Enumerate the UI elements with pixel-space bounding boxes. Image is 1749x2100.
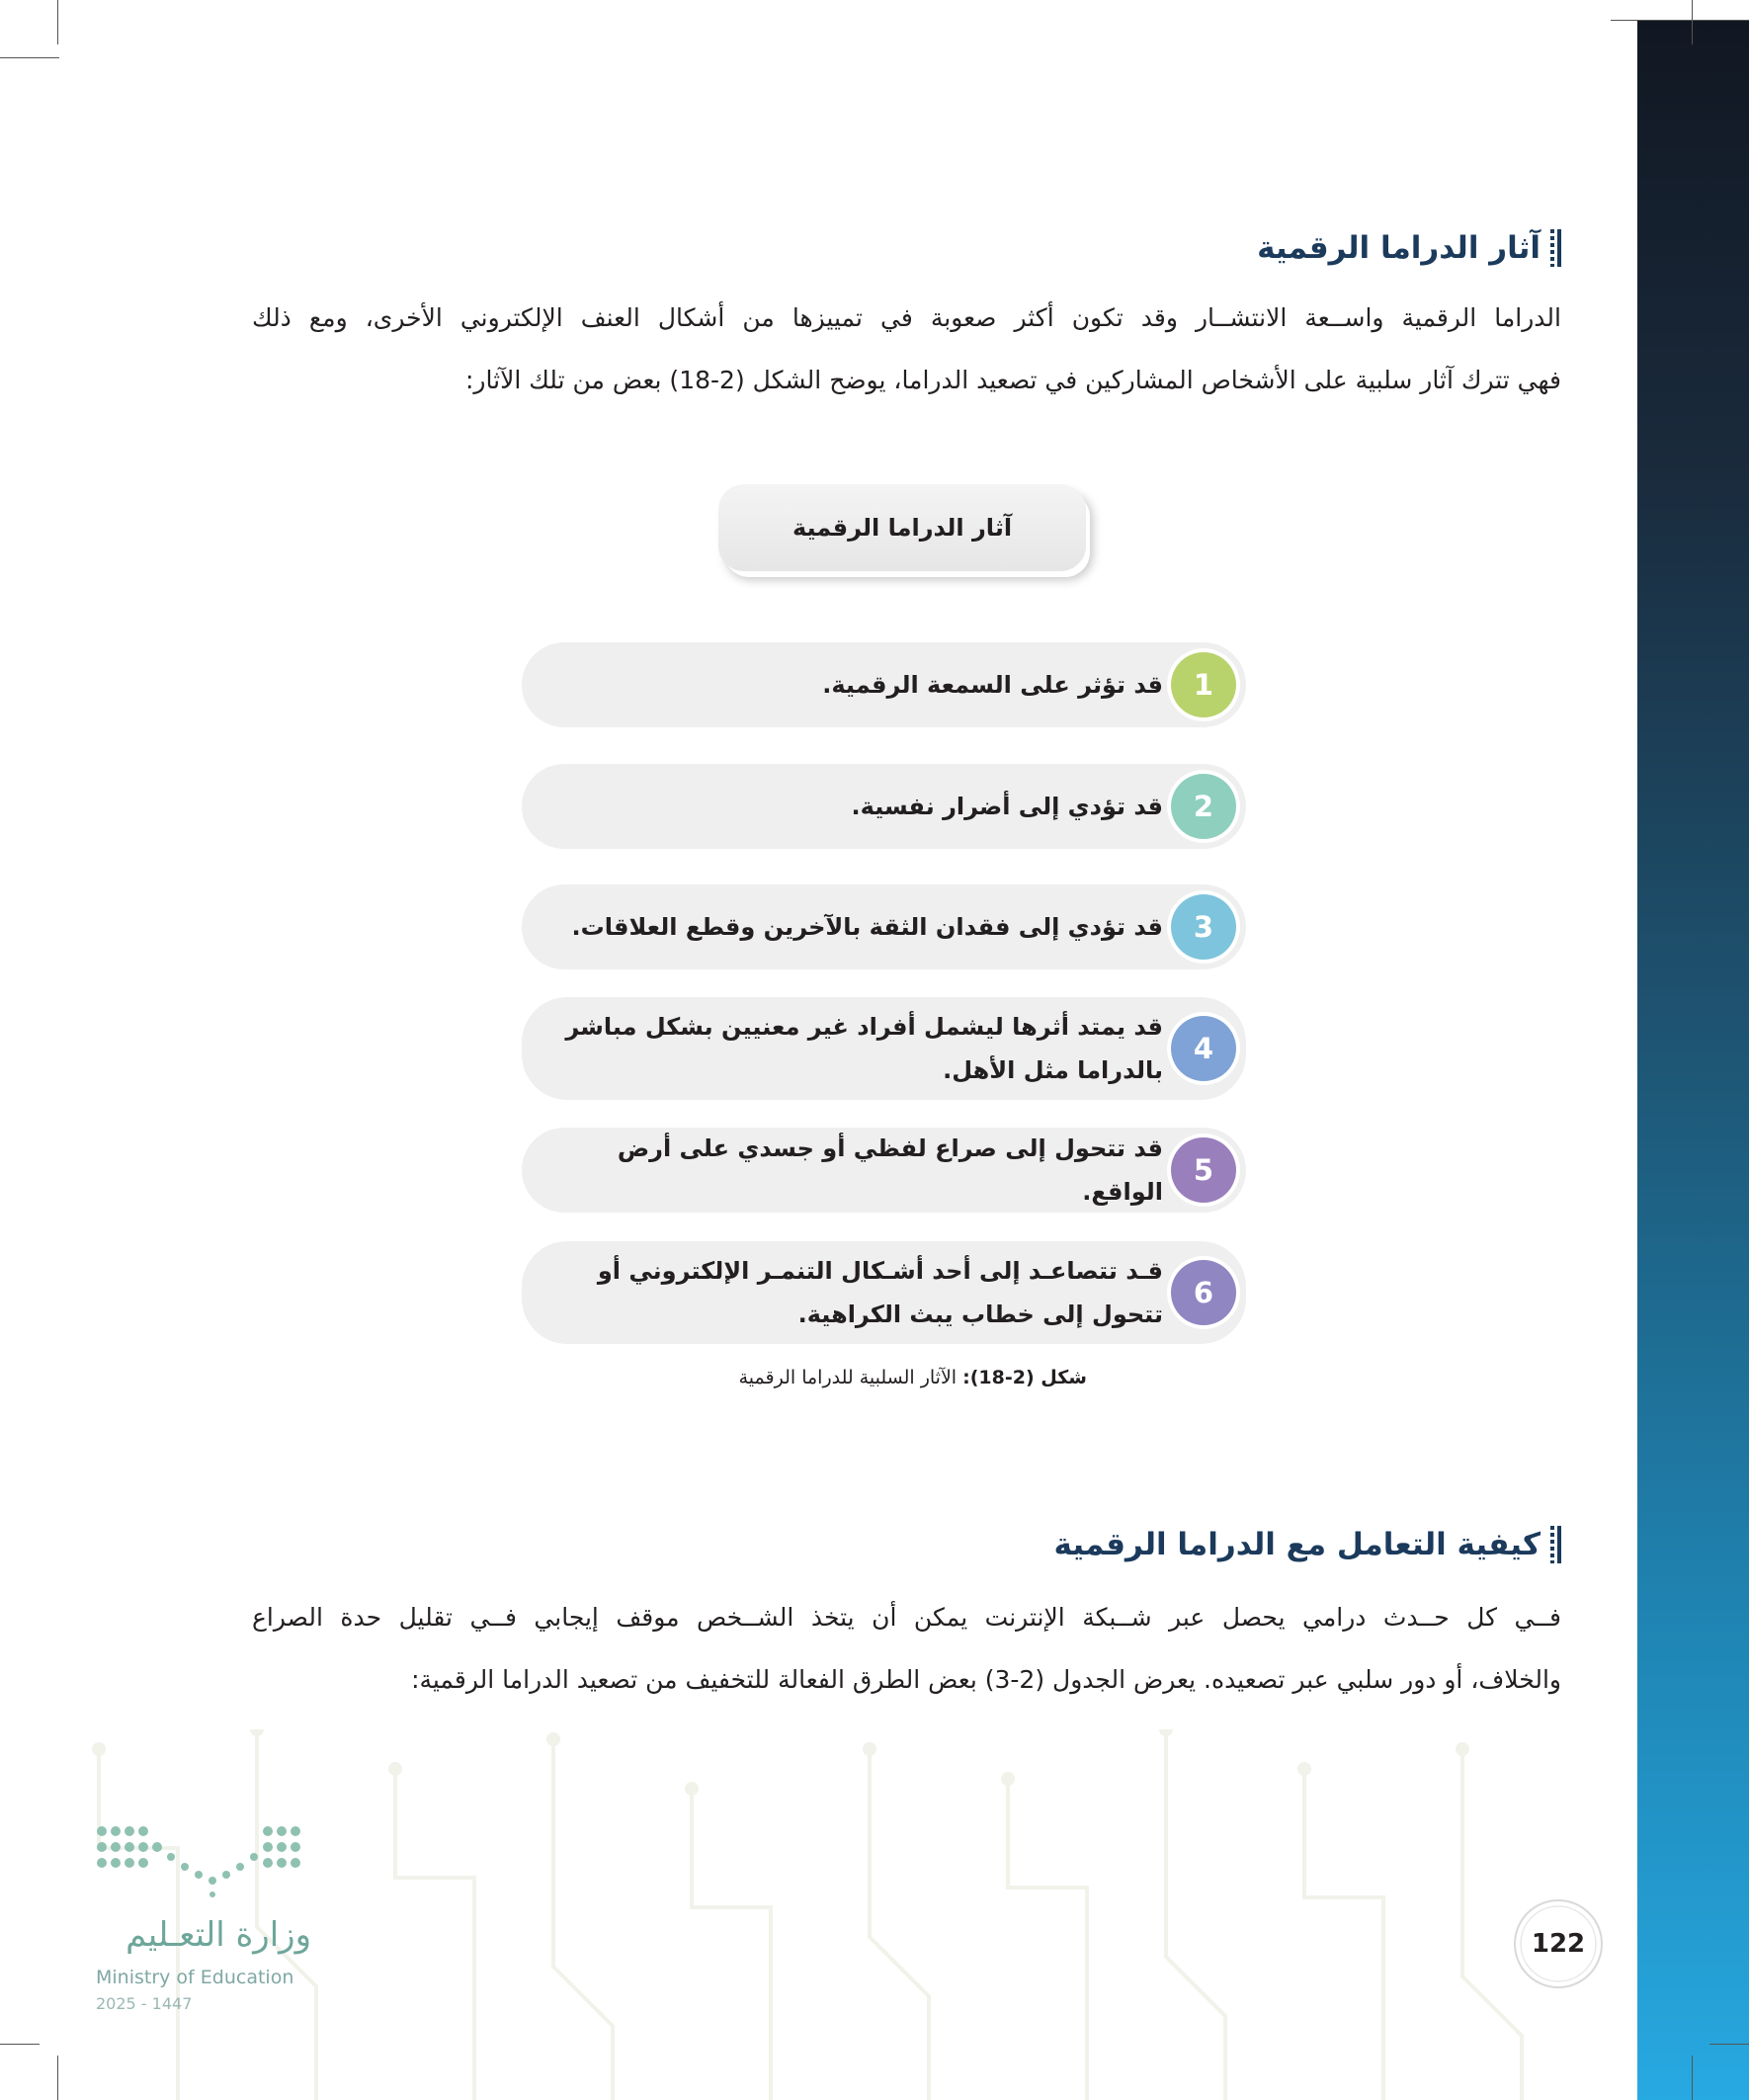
paragraph-line: والخلاف، أو دور سلبي عبر تصعيده. يعرض الجدول (2-3) بعض الطرق الفعالة للتخفيف من تصعيد الدراما الرقمية: xyxy=(411,1665,1561,1694)
effect-item xyxy=(522,997,1246,1100)
paragraph-line: فــي كل حــدث درامي يحصل عبر شــبكة الإنترنت يمكن أن يتخذ الشــخص موقف إيجابي فــي تقليل حدة الصراع xyxy=(252,1603,1561,1632)
figure-caption xyxy=(593,1367,1087,1388)
number-badge: 2 xyxy=(1171,774,1236,839)
effect-text: قد تؤدي إلى أضرار نفسية. xyxy=(851,793,1163,820)
number-badge: 5 xyxy=(1171,1137,1236,1203)
crop-mark xyxy=(0,57,59,58)
number-badge: 1 xyxy=(1171,652,1236,717)
crop-mark xyxy=(1692,0,1693,44)
section-heading-digital-drama-effects xyxy=(1257,229,1561,267)
number-badge: 3 xyxy=(1171,894,1236,960)
effect-text: قد تؤثر على السمعة الرقمية. xyxy=(822,671,1163,699)
number-badge: 4 xyxy=(1171,1016,1236,1081)
figure-title-box: آثار الدراما الرقمية xyxy=(718,484,1086,571)
section-title-text: آثار الدراما الرقمية xyxy=(1257,230,1541,266)
crop-mark xyxy=(0,2044,40,2045)
effect-item xyxy=(522,642,1246,727)
crop-mark xyxy=(57,2056,58,2100)
number-badge: 6 xyxy=(1171,1260,1236,1325)
intro-paragraph xyxy=(252,287,1561,411)
crop-mark xyxy=(1611,20,1749,21)
crop-mark xyxy=(1692,2056,1693,2100)
section-heading-dealing-with-drama xyxy=(1054,1526,1561,1563)
paragraph-line: فهي تترك آثار سلبية على الأشخاص المشاركين في تصعيد الدراما، يوضح الشكل (2-18) بعض من تلك الآثار: xyxy=(465,366,1561,394)
section2-paragraph xyxy=(252,1586,1561,1711)
effect-text: قد تؤدي إلى فقدان الثقة بالآخرين وقطع العلاقات. xyxy=(571,913,1163,941)
ministry-name-arabic: وزارة التعـليم xyxy=(125,1915,311,1955)
caption-label: شكل (2-18): xyxy=(962,1367,1087,1388)
section-title-text: كيفية التعامل مع الدراما الرقمية xyxy=(1053,1527,1541,1562)
effect-item xyxy=(522,1128,1246,1213)
effect-item xyxy=(522,884,1246,969)
page-number: 122 xyxy=(1531,1929,1586,1959)
crop-mark xyxy=(57,0,58,44)
crop-mark xyxy=(1709,2044,1749,2045)
side-decorative-band xyxy=(1637,20,1749,2100)
effect-item xyxy=(522,764,1246,849)
effect-text: قد يمتد أثرها ليشمل أفراد غير معنيين بشكل مباشر بالدراما مثل الأهل. xyxy=(565,1013,1163,1084)
effect-text: قد تتحول إلى صراع لفظي أو جسدي على أرض الواقع. xyxy=(617,1134,1163,1206)
heading-bar-icon xyxy=(1550,229,1561,267)
paragraph-line: الدراما الرقمية واســعة الانتشــار وقد تكون أكثر صعوبة في تمييزها من أشكال العنف الإلكتروني الأخرى، ومع ذلك xyxy=(252,303,1561,332)
effect-item xyxy=(522,1241,1246,1344)
ministry-year: 2025 - 1447 xyxy=(96,1994,193,2013)
heading-bar-icon xyxy=(1550,1526,1561,1563)
ministry-logo-dots-icon xyxy=(94,1821,311,1900)
caption-text: الآثار السلبية للدراما الرقمية xyxy=(738,1367,963,1388)
ministry-name-english: Ministry of Education xyxy=(96,1967,294,1988)
effect-text: قـد تتصاعـد إلى أحد أشـكال التنمـر الإلكتروني أو تتحول إلى خطاب يبث الكراهية. xyxy=(597,1257,1163,1328)
